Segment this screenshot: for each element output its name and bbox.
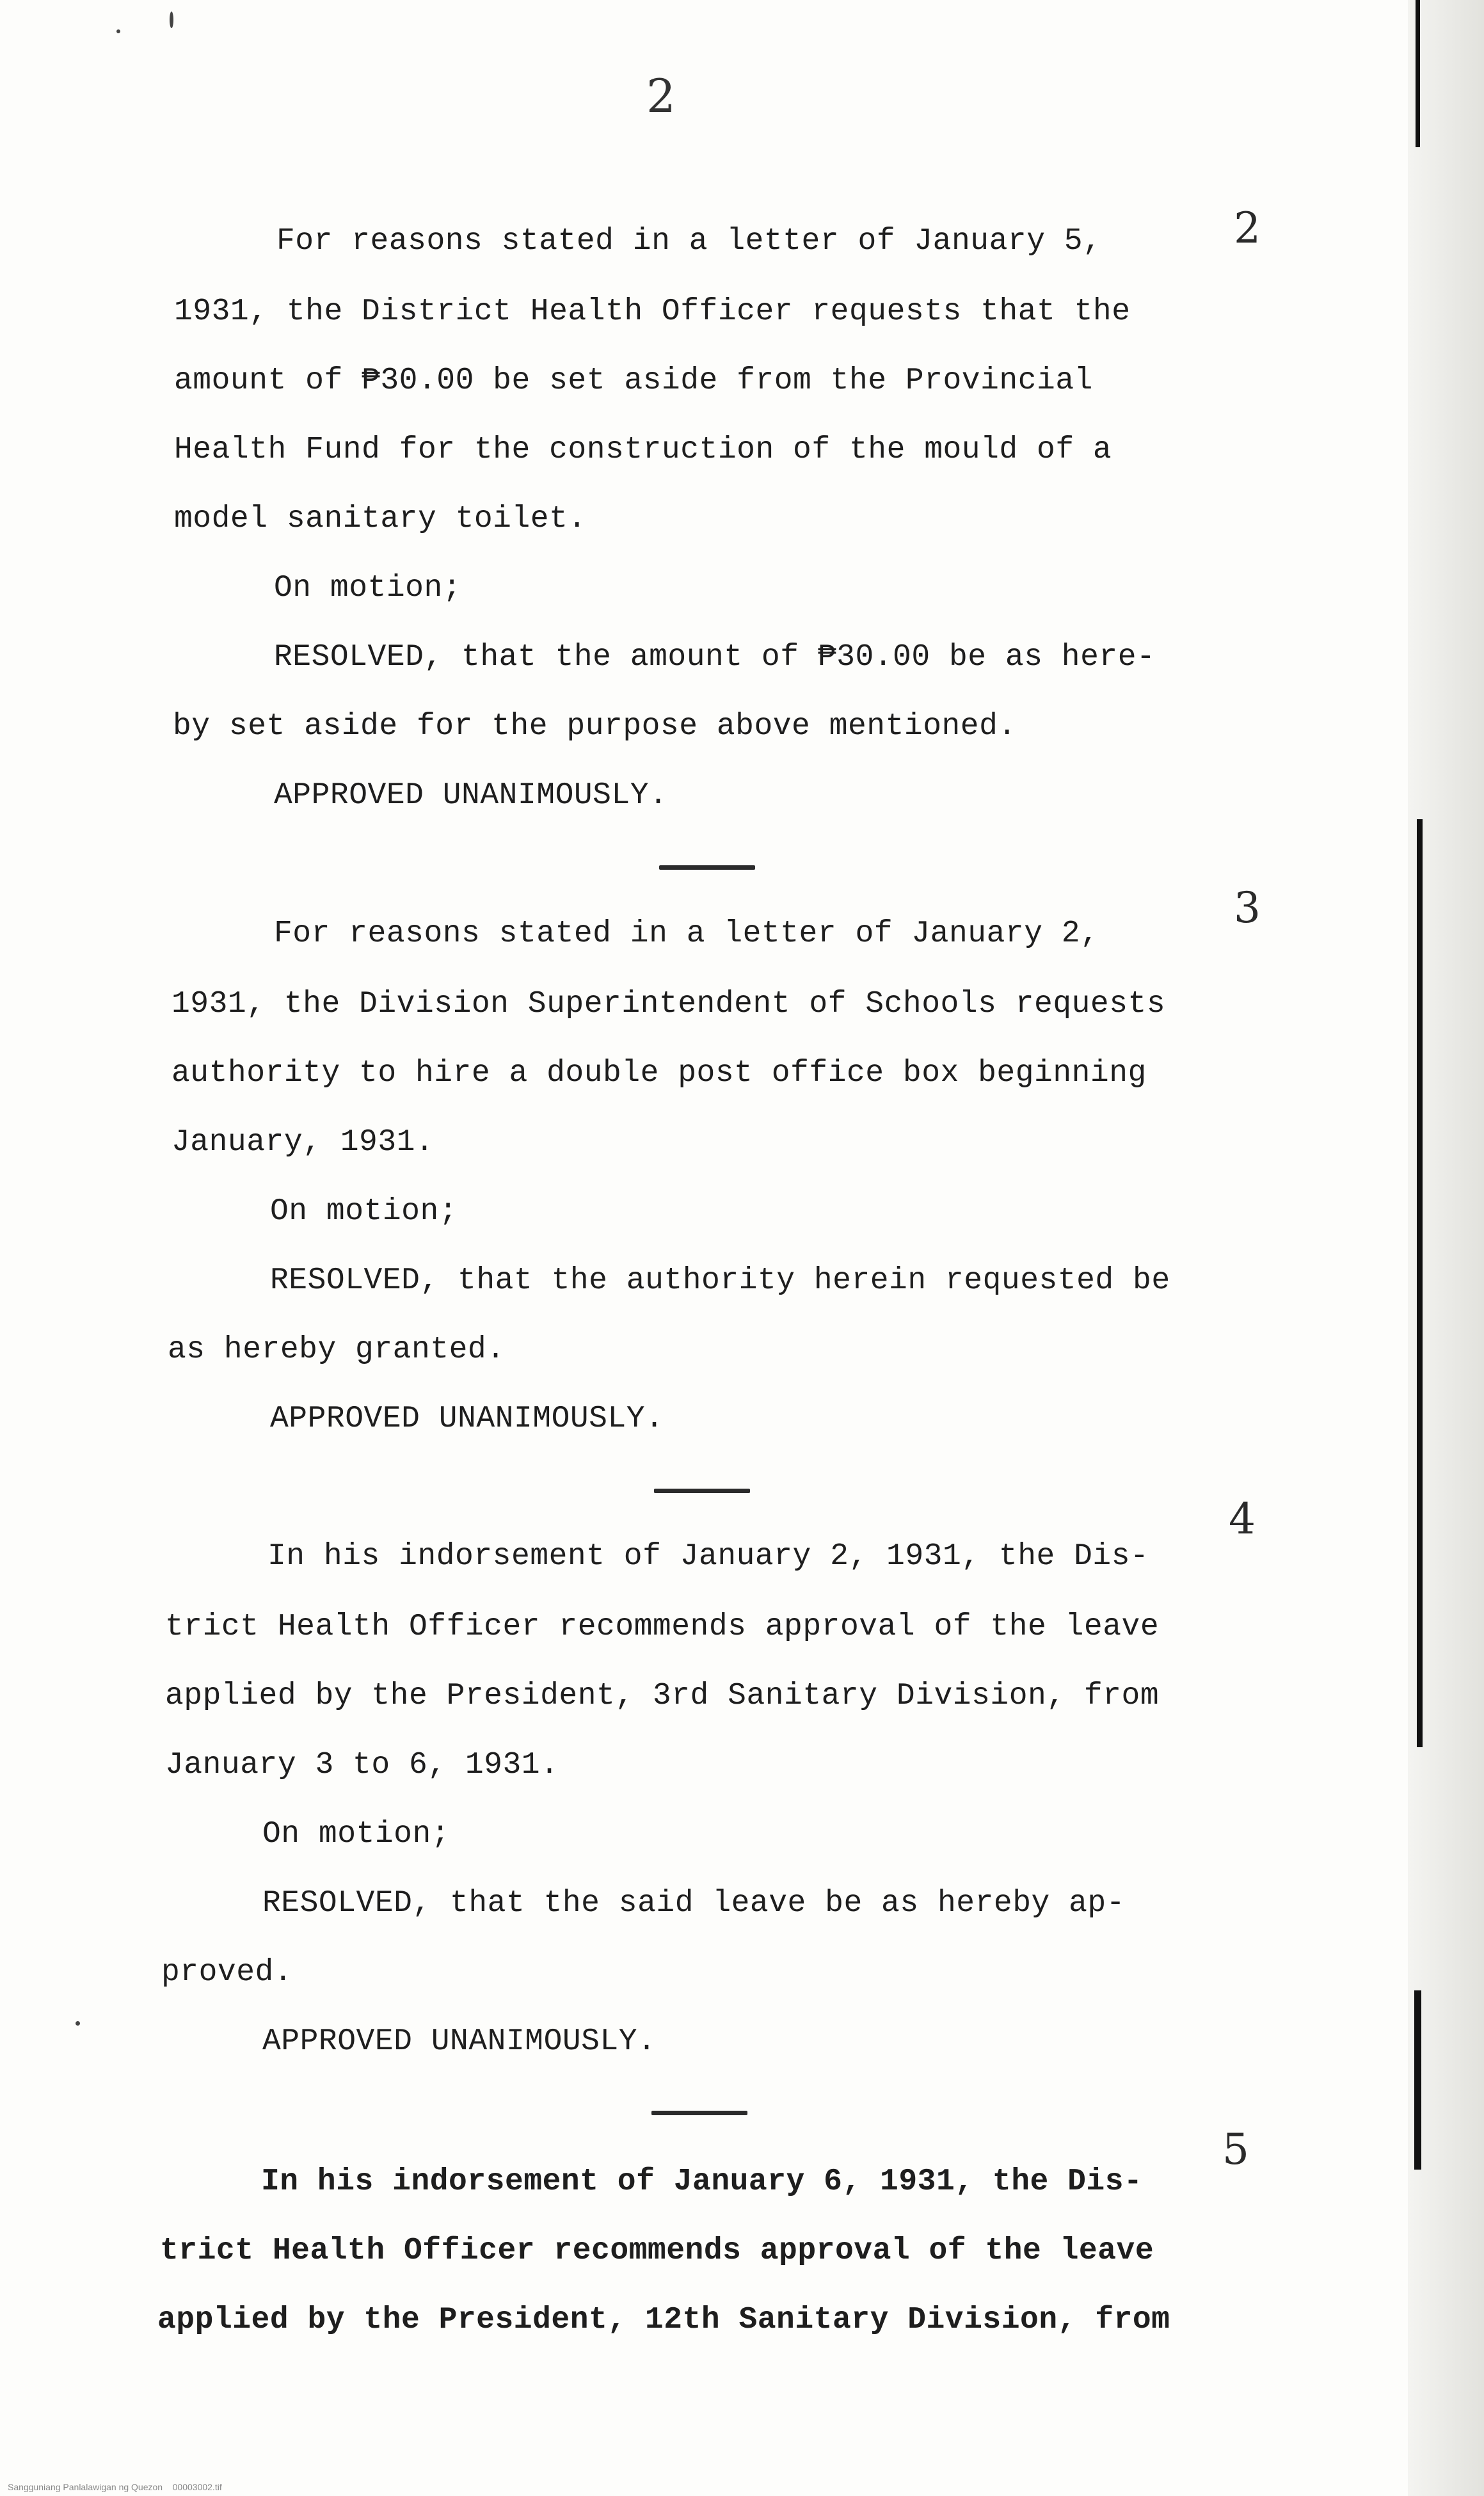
page-number: 2 xyxy=(646,69,676,123)
paragraph-line: In his indorsement of January 2, 1931, the Dis- xyxy=(267,1539,1149,1574)
paragraph-line: applied by the President, 12th Sanitary Division, from xyxy=(157,2303,1170,2337)
section-separator xyxy=(654,1489,750,1493)
paragraph-line: 1931, the Division Superintendent of Schools requests xyxy=(172,987,1166,1021)
section-separator xyxy=(659,865,755,870)
section-separator xyxy=(651,2111,747,2115)
resolution-line: by set aside for the purpose above mentioned. xyxy=(173,709,1017,744)
item-number: 5 xyxy=(1222,2125,1249,2174)
edge-mark xyxy=(1416,0,1420,147)
edge-mark xyxy=(1417,819,1423,1747)
motion-line: On motion; xyxy=(270,1194,458,1229)
ink-speck xyxy=(170,12,173,28)
approval-line: APPROVED UNANIMOUSLY. xyxy=(274,778,668,813)
paragraph-line: authority to hire a double post office box beginning xyxy=(172,1056,1147,1091)
paragraph-line: January 3 to 6, 1931. xyxy=(165,1748,559,1782)
resolution-line: proved. xyxy=(161,1955,293,1990)
paragraph-line: applied by the President, 3rd Sanitary Division, from xyxy=(165,1679,1160,1713)
item-number: 3 xyxy=(1234,883,1261,932)
item-number: 2 xyxy=(1234,204,1261,253)
paragraph-line: model sanitary toilet. xyxy=(174,502,587,536)
approval-line: APPROVED UNANIMOUSLY. xyxy=(270,1402,664,1436)
resolution-line: RESOLVED, that the authority herein requested be xyxy=(270,1263,1170,1298)
scan-footer: Sangguniang Panlalawigan ng Quezon 00003002.tif xyxy=(8,2482,222,2492)
motion-line: On motion; xyxy=(274,571,462,605)
resolution-line: as hereby granted. xyxy=(168,1332,506,1367)
paragraph-line: January, 1931. xyxy=(172,1125,435,1160)
approval-line: APPROVED UNANIMOUSLY. xyxy=(262,2024,657,2059)
ink-speck xyxy=(116,29,120,33)
paragraph-line: Health Fund for the construction of the mould of a xyxy=(174,433,1112,467)
paragraph-line: amount of ₱30.00 be set aside from the Provincial xyxy=(174,364,1093,398)
paragraph-line: 1931, the District Health Officer requests that the xyxy=(174,294,1131,329)
resolution-line: RESOLVED, that the said leave be as hereby ap- xyxy=(262,1886,1126,1921)
paragraph-line: In his indorsement of January 6, 1931, the Dis- xyxy=(261,2164,1143,2199)
edge-mark xyxy=(1414,1990,1421,2170)
resolution-line: RESOLVED, that the amount of ₱30.00 be as here- xyxy=(274,640,1156,675)
paragraph-line: For reasons stated in a letter of January 5, xyxy=(276,224,1102,259)
ink-speck xyxy=(76,2021,80,2026)
paragraph-line: For reasons stated in a letter of January 2, xyxy=(274,916,1099,951)
paragraph-line: trict Health Officer recommends approval of the leave xyxy=(165,1610,1160,1644)
motion-line: On motion; xyxy=(262,1817,451,1852)
item-number: 4 xyxy=(1229,1494,1256,1544)
paragraph-line: trict Health Officer recommends approval of the leave xyxy=(160,2234,1154,2268)
